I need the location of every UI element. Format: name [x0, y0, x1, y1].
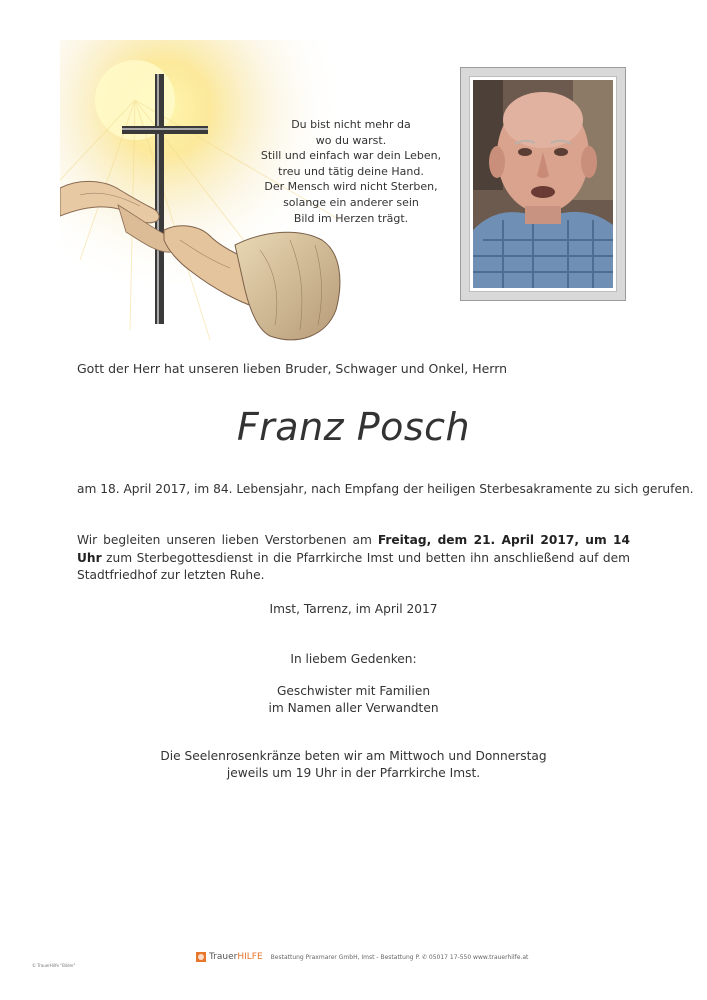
intro-text: Gott der Herr hat unseren lieben Bruder, Schwager und Onkel, Herrn — [77, 361, 508, 376]
service-text-start: Wir begleiten unseren lieben Verstorbenen am — [77, 533, 378, 547]
death-notice: am 18. April 2017, im 84. Lebensjahr, nach Empfang der heiligen Sterbesakramente zu sich gerufen. — [77, 482, 694, 496]
deceased-name: Franz Posch — [236, 405, 471, 449]
logo-text-trauer: Trauer — [209, 952, 238, 962]
poem-line: Der Mensch wird nicht Sterben, — [264, 180, 438, 194]
mourner-line: im Namen aller Verwandten — [268, 701, 439, 715]
footer-contact: Bestattung Praxmarer GmbH, Imst - Bestattung P. ✆ 05017 17-550 www.trauerhilfe.at — [270, 953, 529, 961]
rosary-line: Die Seelenrosenkränze beten wir am Mittwoch und Donnerstag — [160, 749, 547, 763]
in-memory-heading: In liebem Gedenken: — [290, 652, 417, 666]
poem-line: Still und einfach war dein Leben, — [260, 149, 442, 163]
memorial-poem — [236, 117, 466, 226]
rosary-line: jeweils um 19 Uhr in der Pfarrkirche Imst. — [226, 766, 481, 780]
logo-text-hilfe: HILFE — [237, 952, 263, 962]
poem-line: Bild im Herzen trägt. — [293, 211, 409, 225]
portrait-photo — [469, 76, 617, 292]
portrait-frame — [460, 67, 626, 301]
footer — [196, 950, 528, 964]
service-text-end: zum Sterbegottesdienst in die Pfarrkirche Imst und betten ihn anschließend auf dem Stadtfriedhof zur letzten Ruhe. — [77, 550, 630, 582]
poem-line: wo du warst. — [315, 133, 387, 147]
service-date-time: Freitag, dem 21. April 2017, um 14 Uhr — [77, 533, 630, 565]
mourner-line: Geschwister mit Familien — [276, 684, 431, 698]
poem-line: solange ein anderer sein — [283, 195, 419, 209]
poem-line: Du bist nicht mehr da — [291, 118, 411, 131]
place-date: Imst, Tarrenz, im April 2017 — [269, 602, 438, 616]
trauerhilfe-logo-icon — [196, 952, 206, 962]
funeral-service-text — [77, 532, 630, 585]
copyright-note: © TrauerHilfe "Bilder" — [32, 963, 76, 968]
poem-line: treu und tätig deine Hand. — [278, 164, 424, 178]
